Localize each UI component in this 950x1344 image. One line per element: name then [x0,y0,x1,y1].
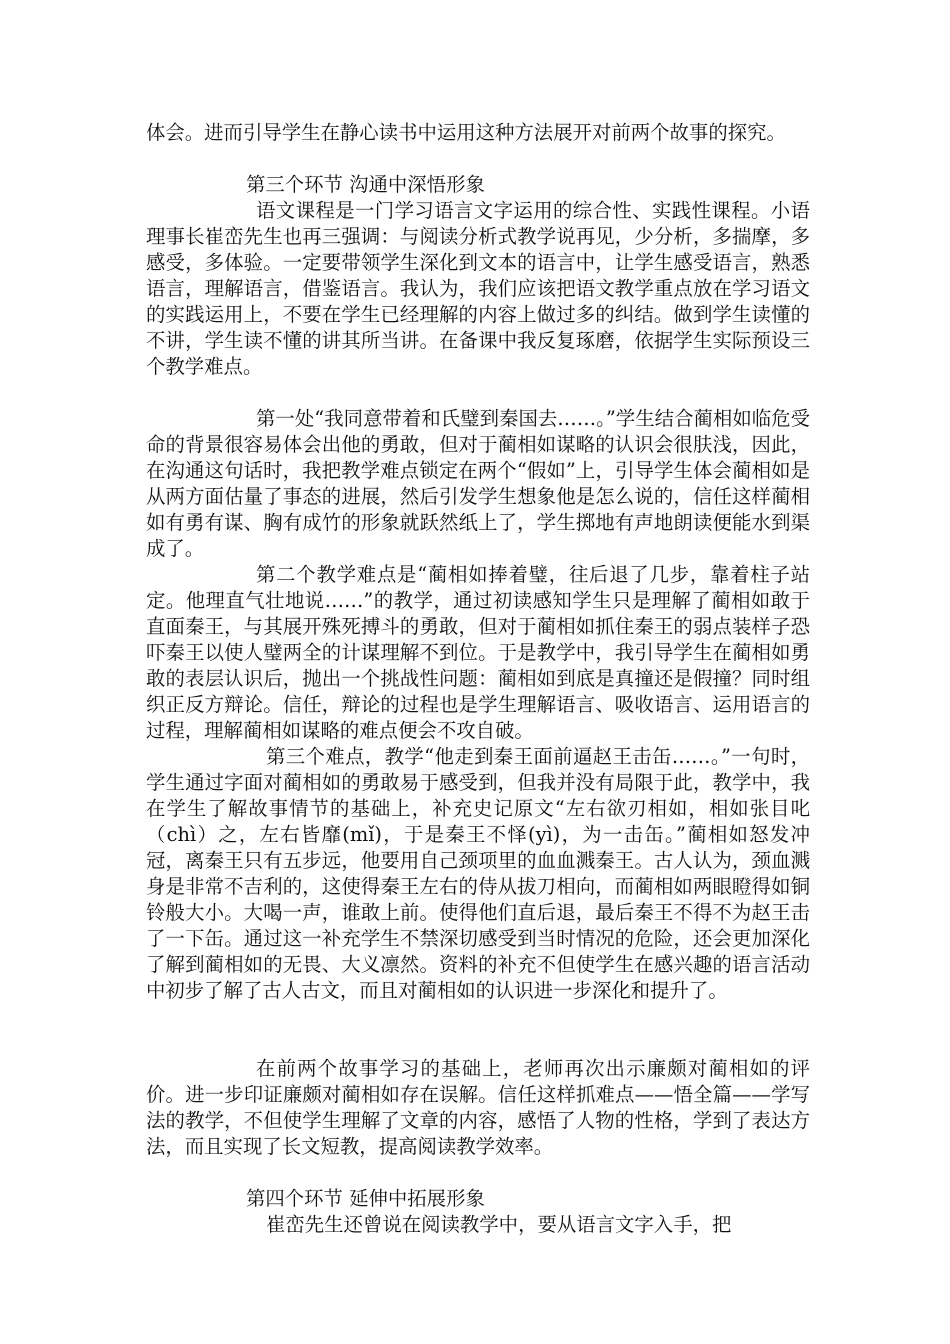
paragraph-point-one: 第一处“我同意带着和氏璧到秦国去……。”学生结合蔺相如临危受命的背景很容易体会出他的勇敢，但对于蔺相如谋略的认识会很肤浅，因此，在沟通这句话时，我把教学难点锁定在两个“假如”上，引导学生体会蔺相如是从两方面估量了事态的进展，然后引发学生想象他是怎么说的，信任这样蔺相如有勇有谋、胸有成竹的形象就跃然纸上了，学生掷地有声地朗读便能水到渠成了。 [146,407,810,560]
section-heading-four: 第四个环节 延伸中拓展形象 [246,1187,485,1210]
paragraph-evaluation: 在前两个故事学习的基础上，老师再次出示廉颇对蔺相如的评价。进一步印证廉颇对蔺相如存在误解。信任这样抓难点——悟全篇——学写法的教学，不但使学生理解了文章的内容，感悟了人物的性格，学到了表达方法，而且实现了长文短教，提高阅读教学效率。 [146,1057,810,1158]
section-heading-three: 第三个环节 沟通中深悟形象 [246,173,485,196]
paragraph-intro: 体会。进而引导学生在静心读书中运用这种方法展开对前两个故事的探究。 [146,121,786,144]
paragraph-point-three: 第三个难点，教学“他走到秦王面前逼赵王击缶……。”一句时，学生通过字面对蔺相如的勇敢易于感受到，但我并没有局限于此，教学中，我在学生了解故事情节的基础上，补充史记原文“左右欲刃相如，相如张目叱（chì）之，左右皆靡(mǐ)，于是秦王不怿(yì)，为一击缶。”蔺相如怒发冲冠，离秦王只有五步远，他要用自己颈项里的血血溅秦王。古人认为，颈血溅身是非常不吉利的，这使得秦王左右的侍从拔刀相向，而蔺相如两眼瞪得如铜铃般大小。大喝一声，谁敢上前。使得他们直后退，最后秦王不得不为赵王击了一下缶。通过这一补充学生不禁深切感受到当时情况的危险，还会更加深化了解到蔺相如的无畏、大义凛然。资料的补充不但使学生在感兴趣的语言活动中初步了解了古人古文，而且对蔺相如的认识进一步深化和提升了。 [146,745,810,1002]
paragraph-closing: 崔峦先生还曾说在阅读教学中，要从语言文字入手，把 [266,1213,732,1236]
paragraph-course: 语文课程是一门学习语言文字运用的综合性、实践性课程。小语理事长崔峦先生也再三强调：与阅读分析式教学说再见，少分析，多揣摩，多感受，多体验。一定要带领学生深化到文本的语言中，让学生感受语言，熟悉语言，理解语言，借鉴语言。我认为，我们应该把语文教学重点放在学习语文的实践运用上，不要在学生已经理解的内容上做过多的纠结。做到学生读懂的不讲，学生读不懂的讲其所当讲。在备课中我反复琢磨，依据学生实际预设三个教学难点。 [146,199,810,378]
paragraph-point-two: 第二个教学难点是“蔺相如捧着璧，往后退了几步，靠着柱子站定。他理直气壮地说……”的教学，通过初读感知学生只是理解了蔺相如敢于直面秦王，与其展开殊死搏斗的勇敢，但对于蔺相如抓住秦王的弱点装样子恐吓秦王以使人璧两全的计谋理解不到位。于是教学中，我引导学生在蔺相如勇敢的表层认识后，抛出一个挑战性问题：蔺相如到底是真撞还是假撞？同时组织正反方辩论。信任，辩论的过程也是学生理解语言、吸收语言、运用语言的过程，理解蔺相如谋略的难点便会不攻自破。 [146,563,810,742]
